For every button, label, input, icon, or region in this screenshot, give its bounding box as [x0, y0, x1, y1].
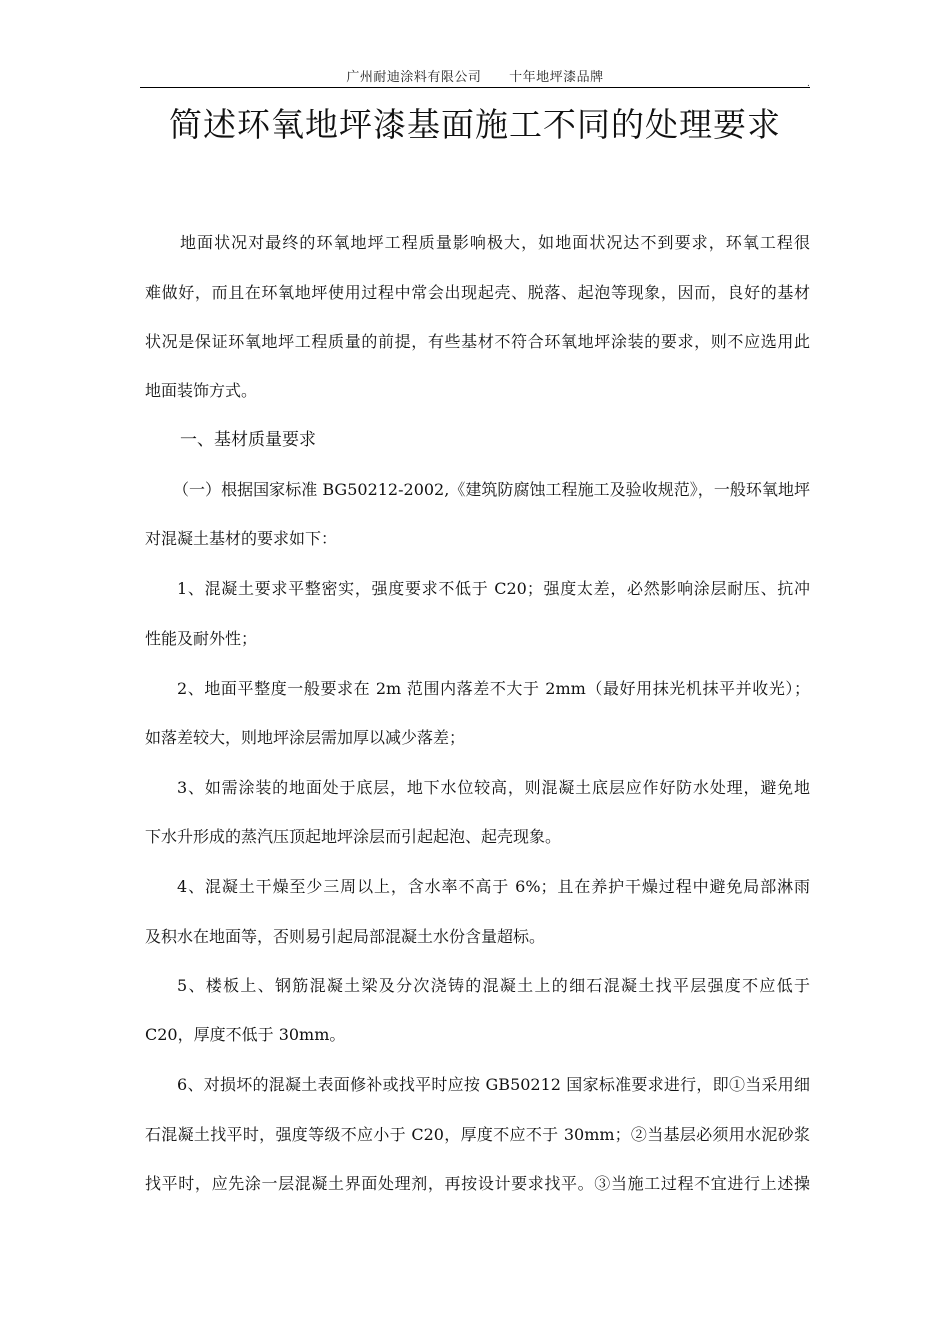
paragraph-line: 地面装饰方式。 — [145, 381, 258, 400]
paragraph-line: 地面状况对最终的环氧地坪工程质量影响极大，如地面状况达不到要求，环氧工程很 — [180, 233, 810, 252]
list-item-line: 2、地面平整度一般要求在 2m 范围内落差不大于 2mm（最好用抹光机抹平并收光）； — [177, 679, 810, 698]
list-item-line: 6、对损坏的混凝土表面修补或找平时应按 GB50212 国家标准要求进行，即①当采用细 — [177, 1075, 810, 1094]
list-item-line: 下水升形成的蒸汽压顶起地坪涂层而引起起泡、起壳现象。 — [145, 827, 562, 846]
paragraph-line: 状况是保证环氧地坪工程质量的前提，有些基材不符合环氧地坪涂装的要求，则不应选用此 — [145, 332, 810, 351]
list-item-line: C20，厚度不低于 30mm。 — [145, 1025, 346, 1044]
document-title: 简述环氧地坪漆基面施工不同的处理要求 — [169, 105, 781, 144]
list-item-line: 4、混凝土干燥至少三周以上，含水率不高于 6%；且在养护干燥过程中避免局部淋雨 — [177, 877, 810, 896]
list-item-line: 1、混凝土要求平整密实，强度要求不低于 C20；强度太差，必然影响涂层耐压、抗冲 — [177, 579, 810, 598]
list-item-line: 如落差较大，则地坪涂层需加厚以减少落差； — [145, 728, 466, 747]
section-heading: 一、基材质量要求 — [180, 430, 316, 450]
page-header — [140, 66, 810, 85]
header-divider — [140, 87, 810, 88]
list-item-line: 3、如需涂装的地面处于底层，地下水位较高，则混凝土底层应作好防水处理，避免地 — [177, 778, 810, 797]
paragraph-line: （一）根据国家标准 BG50212-2002,《建筑防腐蚀工程施工及验收规范》，一般环氧地坪 — [173, 480, 810, 499]
list-item-line: 性能及耐外性； — [145, 629, 258, 648]
header-mark: . — [807, 79, 810, 89]
paragraph-line: 对混凝土基材的要求如下： — [145, 529, 338, 548]
list-item-line: 找平时，应先涂一层混凝土界面处理剂，再按设计要求找平。③当施工过程不宜进行上述操 — [145, 1174, 810, 1193]
paragraph-line: 难做好，而且在环氧地坪使用过程中常会出现起壳、脱落、起泡等现象，因而，良好的基材 — [145, 283, 810, 302]
header-company: 广州耐迪涂料有限公司 — [346, 70, 482, 85]
header-slogan: 十年地坪漆品牌 — [509, 70, 604, 85]
list-item-line: 石混凝土找平时，强度等级不应小于 C20，厚度不应不于 30mm；②当基层必须用水泥砂浆 — [145, 1125, 810, 1144]
list-item-line: 5、楼板上、钢筋混凝土梁及分次浇铸的混凝土上的细石混凝土找平层强度不应低于 — [177, 976, 810, 995]
list-item-line: 及积水在地面等，否则易引起局部混凝土水份含量超标。 — [145, 927, 546, 946]
